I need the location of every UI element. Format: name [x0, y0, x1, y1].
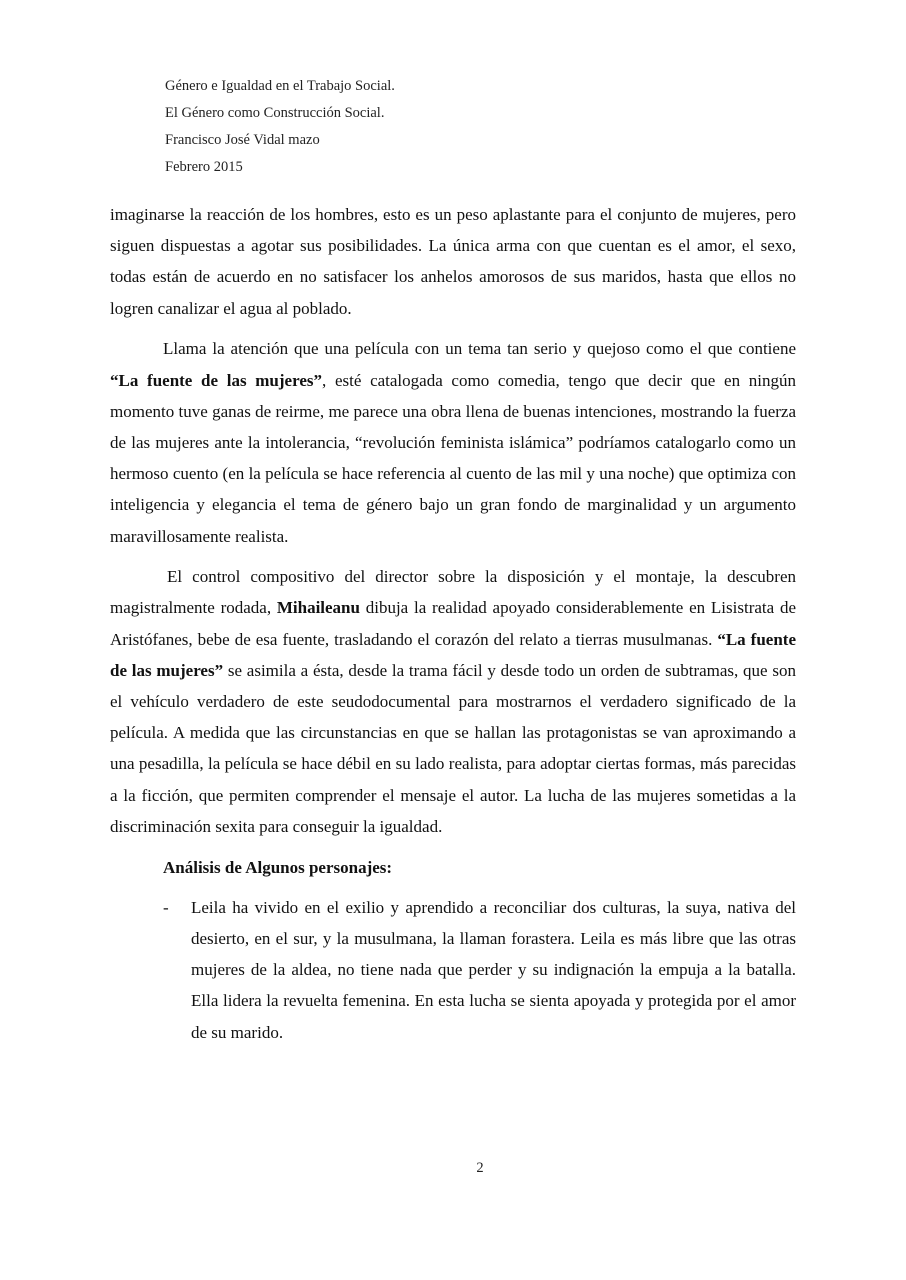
document-body — [110, 199, 796, 1048]
paragraph-continuation: imaginarse la reacción de los hombres, esto es un peso aplastante para el conjunto de mujeres, pero siguen dispuestas a agotar sus posibilidades. La única arma con que cuentan es el amor, el sexo, todas están de acuerdo en no satisfacer los anhelos amorosos de sus maridos, hasta que ellos no logren canalizar el agua al poblado. — [110, 205, 796, 318]
film-title: “La fuente de las mujeres” — [110, 629, 796, 680]
paragraph-film-genre — [110, 333, 796, 551]
list-bullet: - — [163, 897, 169, 917]
director-name: Mihaileanu — [276, 598, 360, 618]
paragraph-director — [110, 561, 796, 842]
list-item-text: Leila ha vivido en el exilio y aprendido a reconciliar dos culturas, la suya, nativa del desierto, en el sur, y la musulmana, la llaman forastera. Leila es más libre que las otras mujeres de la aldea, no tiene nada que perder y su indignación la empuja a la batalla. Ella lidera la revuelta femenina. En esta lucha se sienta apoyada y protegida por el amor de su marido. — [191, 897, 796, 1042]
paragraph-text: , esté catalogada como comedia, tengo que decir que en ningún momento tuve ganas de reirme, me parece una obra llena de buenas intenciones, mostrando la fuerza de las mujeres ante la intolerancia, “revolución feminista islámica” podríamos catalogarlo como un hermoso cuento (en la película se hace referencia al cuento de las mil y una noche) que optimiza con inteligencia y elegancia el tema de género bajo un gran fondo de marginalidad y un argumento maravillosamente realista. — [110, 370, 796, 546]
page-header — [165, 73, 395, 181]
header-author: Francisco José Vidal mazo — [165, 132, 320, 148]
paragraph-text: se asimila a ésta, desde la trama fácil y desde todo un orden de subtramas, que son el vehículo verdadero de este seudodocumental para mostrarnos el verdadero significado de la película. A medida que las circunstancias en que se hallan las protagonistas se van aproximando a una pesadilla, la película se hace débil en su lado realista, para adoptar ciertas formas, más parecidas a la ficción, que permiten comprender el mensaje el autor. La lucha de las mujeres sometidas a la discriminación sexita para conseguir la igualdad. — [110, 660, 796, 836]
header-date: Febrero 2015 — [165, 159, 243, 175]
film-title: “La fuente de las mujeres” — [110, 370, 322, 390]
header-course-title: Género e Igualdad en el Trabajo Social. — [165, 78, 395, 94]
paragraph-text: Llama la atención que una película con un tema tan serio y quejoso como el que contiene — [163, 339, 796, 359]
section-heading: Análisis de Algunos personajes: — [163, 857, 393, 877]
paragraph-text: El control compositivo del director sobre la disposición y el montaje, la descubren magistralmente rodada, — [110, 567, 796, 618]
paragraph-text: dibuja la realidad apoyado considerablemente en Lisistrata de Aristófanes, bebe de esa fuente, trasladando el corazón del relato a tierras musulmanas. — [110, 598, 796, 649]
page-number: 2 — [476, 1160, 484, 1176]
header-subject-title: El Género como Construcción Social. — [165, 105, 385, 121]
list-item — [163, 892, 796, 1048]
